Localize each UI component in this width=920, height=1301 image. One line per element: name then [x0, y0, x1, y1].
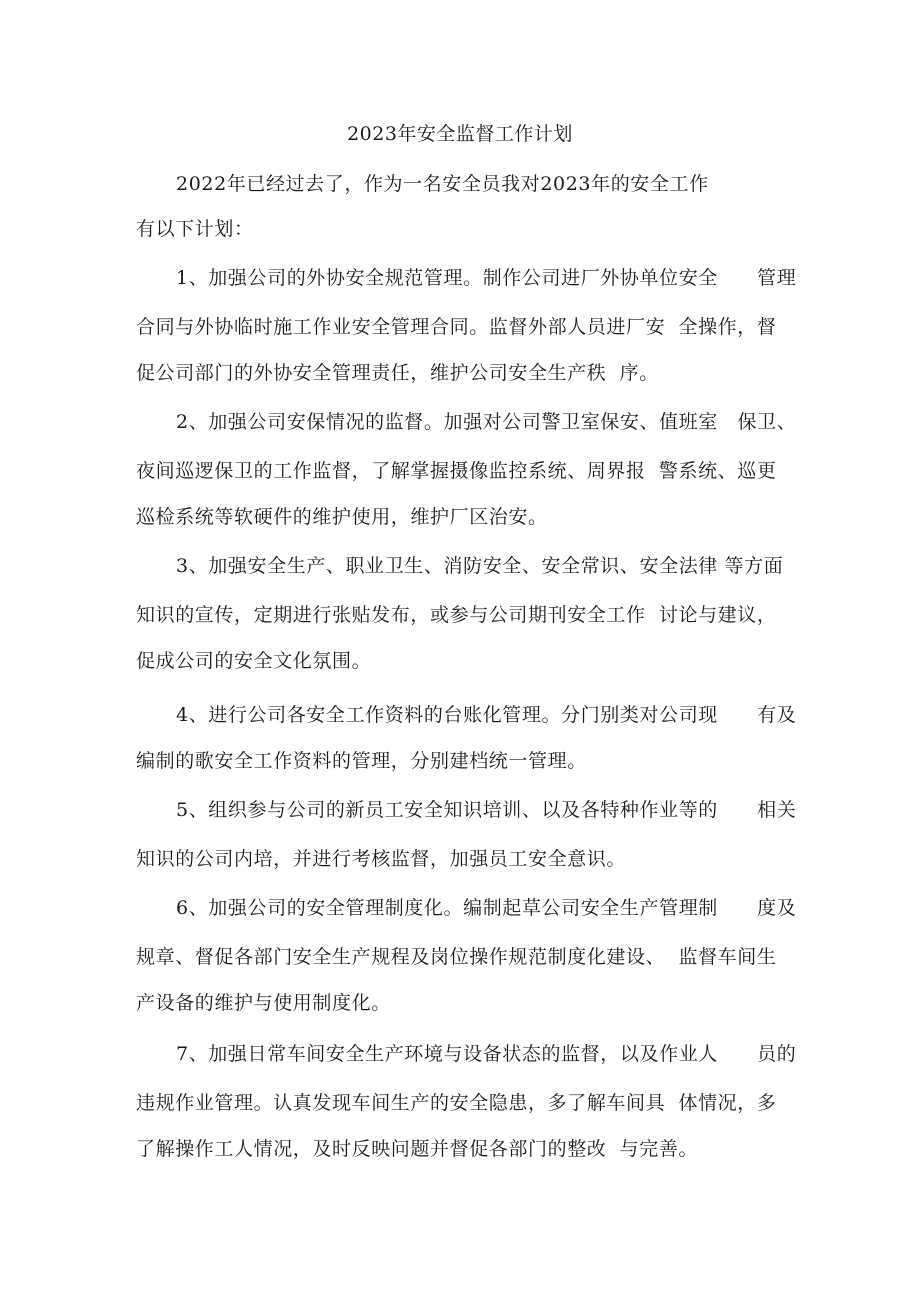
item-4-line-1: 4、进行公司各安全工作资料的台账化管理。分门别类对公司现 有及	[176, 704, 797, 726]
item-6-line-1: 6、加强公司的安全管理制度化。编制起草公司安全生产管理制 度及	[176, 897, 797, 919]
item-4-line-2: 编制的歌安全工作资料的管理，分别建档统一管理。	[136, 750, 587, 772]
item-3-line-1: 3、加强安全生产、职业卫生、消防安全、安全常识、安全法律 等方面	[176, 555, 784, 577]
item-6-line-2: 规章、督促各部门安全生产规程及岗位操作规范制度化建设、 监督车间生	[136, 946, 777, 968]
intro-line-1: 2022年已经过去了，作为一名安全员我对2023年的安全工作	[176, 173, 709, 195]
item-3-line-2: 知识的宣传，定期进行张贴发布，或参与公司期刊安全工作 讨论与建议，	[136, 604, 777, 626]
item-7-line-3: 了解操作工人情况，及时反映问题并督促各部门的整改 与完善。	[136, 1138, 699, 1160]
item-5-line-1: 5、组织参与公司的新员工安全知识培训、以及各特种作业等的 相关	[176, 799, 797, 821]
item-7-line-1: 7、加强日常车间安全生产环境与设备状态的监督，以及作业人 员的	[176, 1043, 797, 1065]
item-5-line-2: 知识的公司内培，并进行考核监督，加强员工安全意识。	[136, 848, 627, 870]
item-6-line-3: 产设备的维护与使用制度化。	[136, 992, 391, 1014]
item-2-line-2: 夜间巡逻保卫的工作监督，了解掌握摄像监控系统、周界报 警系统、巡更	[136, 460, 777, 482]
item-1-line-3: 促公司部门的外协安全管理责任，维护公司安全生产秩 序。	[136, 362, 659, 384]
item-7-line-2: 违规作业管理。认真发现车间生产的安全隐患，多了解车间具 体情况，多	[136, 1092, 777, 1114]
intro-line-2: 有以下计划：	[136, 218, 254, 240]
item-2-line-3: 巡检系统等软硬件的维护使用，维护厂区治安。	[136, 506, 548, 528]
document-title: 2023年安全监督工作计划	[347, 123, 573, 145]
item-2-line-1: 2、加强公司安保情况的监督。加强对公司警卫室保安、值班室 保卫、	[176, 411, 797, 433]
item-1-line-2: 合同与外协临时施工作业安全管理合同。监督外部人员进厂安 全操作，督	[136, 316, 777, 338]
item-1-line-1: 1、加强公司的外协安全规范管理。制作公司进厂外协单位安全 管理	[176, 267, 797, 289]
item-3-line-3: 促成公司的安全文化氛围。	[136, 650, 372, 672]
